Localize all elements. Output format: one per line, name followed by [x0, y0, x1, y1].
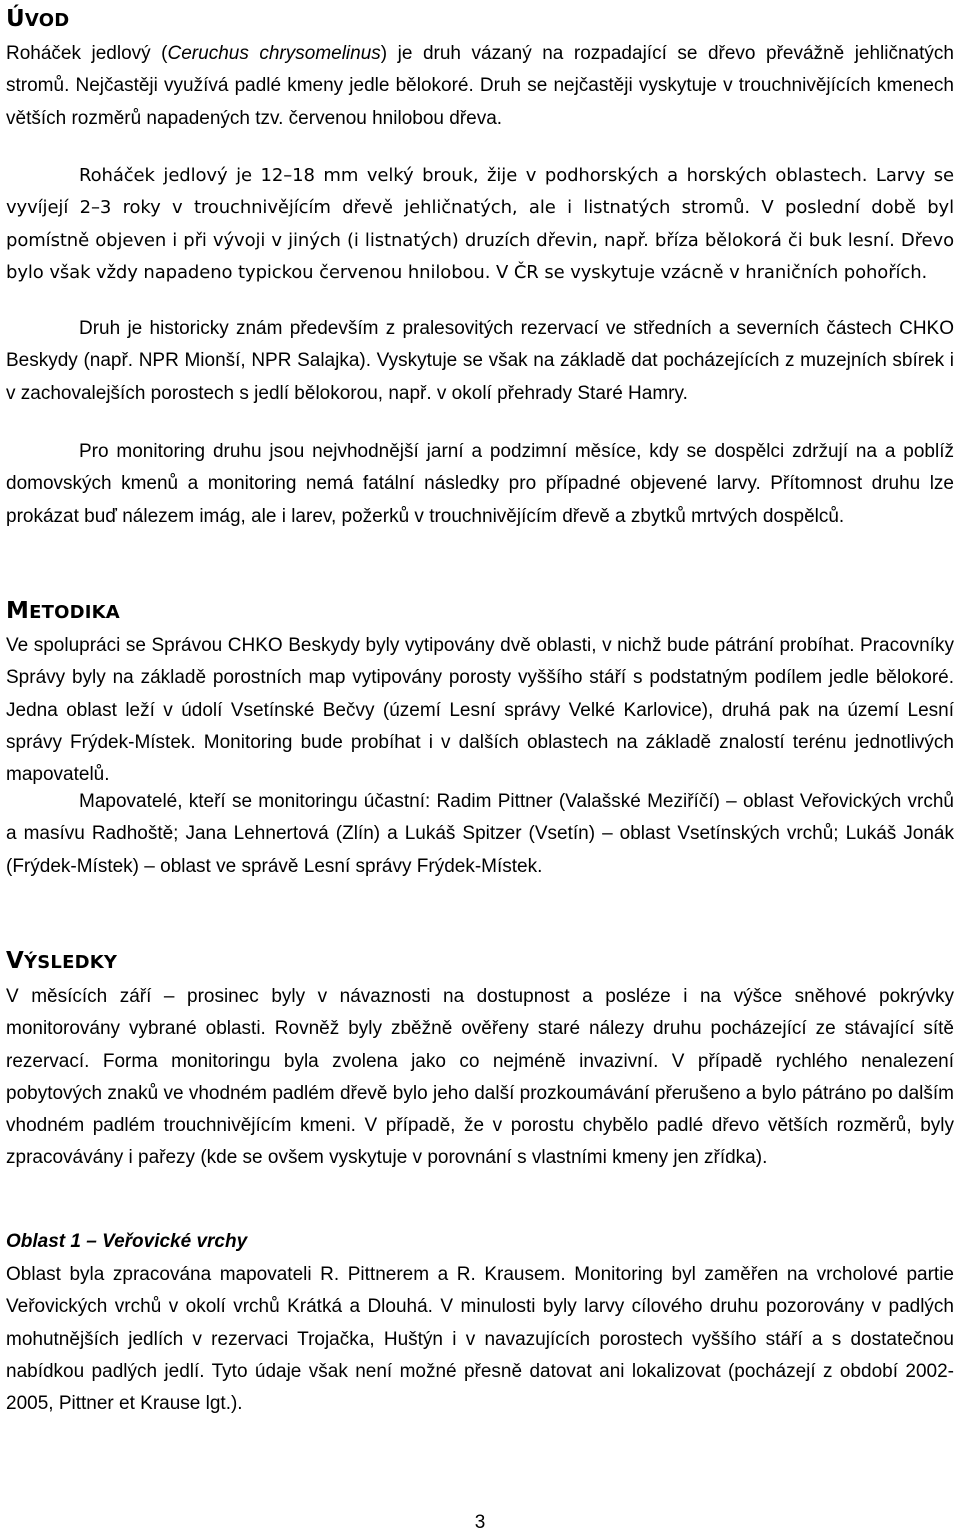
heading-metodika-initial: M	[6, 598, 30, 624]
heading-metodika	[6, 596, 956, 628]
metodika-paragraph-2: Mapovatelé, kteří se monitoringu účastní: Radim Pittner (Valašské Meziříčí) – oblast Veřovických vrchů a masívu Radhoště; Jana Lehnertová (Zlín) a Lukáš Spitzer (Vsetín) – oblast Vsetínských vrchů; Lukáš Jonák (Frýdek-Místek) – oblast ve správě Lesní správy Frýdek-Místek.	[6, 791, 954, 877]
species-latin-name: Ceruchus chrysomelinus	[167, 43, 381, 64]
heading-uvod-rest: VOD	[24, 10, 70, 31]
heading-vysledky-rest: ÝSLEDKY	[24, 952, 118, 973]
metodika-paragraph-1: Ve spolupráci se Správou CHKO Beskydy byly vytipovány dvě oblasti, v nichž bude pátrání probíhat. Pracovníky Správy byly na základě porostních map vytipovány porosty vyššího stáří s podstatným podílem jedle bělokoré. Jedna oblast leží v údolí Vsetínské Bečvy (území Lesní správy Velké Karlovice), druhá pak na území Lesní správy Frýdek-Místek. Monitoring bude probíhat i v dalších oblastech na základě znalostí terénu jednotlivých mapovatelů.	[6, 635, 954, 786]
uvod-paragraph-1	[6, 38, 954, 135]
heading-uvod	[6, 4, 956, 36]
uvod-paragraph-2: Roháček jedlový je 12–18 mm velký brouk, žije v podhorských a horských oblastech. Larvy se vyvíjejí 2–3 roky v trouchnivějícím dřevě jehličnatých, ale i listnatých stromů. V poslední době byl pomístně objeven i při vývoji v jiných (i listnatých) druzích dřevin, např. bříza bělokorá či buk lesní. Dřevo bylo však vždy napadeno typickou červenou hnilobou. V ČR se vyskytuje vzácně v hraničních pohořích.	[6, 165, 954, 283]
vysledky-paragraph-2: Oblast byla zpracována mapovateli R. Pittnerem a R. Krausem. Monitoring byl zaměřen na vrcholové partie Veřovických vrchů v okolí vrchů Krátká a Dlouhá. V minulosti byly larvy cílového druhu pozorovány v padlých mohutnějších jedlích v rezervaci Trojačka, Huštýn i v navazujících porostech vyššího stáří a s dostatečnou nabídkou padlých jedlí. Tyto údaje však není možné přesně datovat ani lokalizovat (pocházejí z období 2002-2005, Pittner et Krause lgt.).	[6, 1264, 954, 1415]
uvod-paragraph-3: Druh je historicky znám především z pralesovitých rezervací ve středních a severních částech CHKO Beskydy (např. NPR Mionší, NPR Salajka). Vyskytuje se však na základě dat pocházejících z muzejních sbírek i v zachovalejších porostech s jedlí bělokorou, např. v okolí přehrady Staré Hamry.	[6, 318, 954, 404]
uvod-p1-text-a: Roháček jedlový (	[6, 43, 168, 64]
page-number: 3	[474, 1512, 486, 1533]
vysledky-paragraph-1: V měsících září – prosinec byly v návaznosti na dostupnost a posléze i na výšce sněhové pokrývky monitorovány vybrané oblasti. Rovněž byly zběžně ověřeny staré nálezy druhu pocházející ze stávající sítě rezervací. Forma monitoringu byla zvolena jako co nejméně invazivní. V případě rychlého nenalezení pobytových znaků ve vhodném padlém dřevě bylo jeho další prozkoumávání přerušeno a bylo pátráno po dalším vhodném padlém trouchnivějícím kmeni. V případě, že v porostu chybělo padlé dřevo větších rozměrů, byly zpracovávány i pařezy (kde se ovšem vyskytuje v porovnání s vlastními kmeny jen zřídka).	[6, 986, 954, 1169]
uvod-paragraph-4: Pro monitoring druhu jsou nejvhodnější jarní a podzimní měsíce, kdy se dospělci zdržují na a poblíž domovských kmenů a monitoring nemá fatální následky pro případné objevené larvy. Přítomnost druhu lze prokázat buď nálezem imág, ale i larev, požerků v trouchnivějícím dřevě a zbytků mrtvých dospělců.	[6, 441, 954, 527]
heading-vysledky	[6, 946, 956, 978]
heading-uvod-initial: Ú	[6, 6, 25, 32]
uvod-p1-text-b: ) je druh vázaný na rozpadající se dřevo převážně jehličnatých stromů. Nejčastěji využívá padlé kmeny jedle bělokoré. Druh se nejčastěji vyskytuje v trouchnivějících kmenech větších rozměrů napadených tzv. červenou hnilobou dřeva.	[6, 43, 954, 129]
heading-metodika-rest: ETODIKA	[29, 602, 120, 623]
subheading-oblast-1: Oblast 1 – Veřovické vrchy	[6, 1231, 248, 1252]
heading-vysledky-initial: V	[6, 948, 25, 974]
